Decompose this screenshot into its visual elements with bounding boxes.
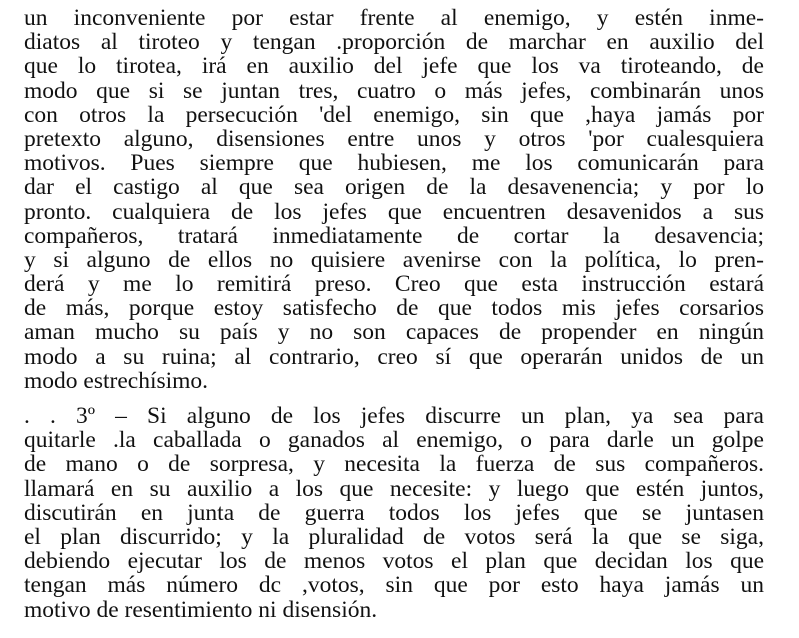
text-line: aman mucho su país y no son capaces de propender en ningún: [24, 319, 764, 346]
text-line: llamará en su auxilio a los que necesite: y luego que estén juntos,: [24, 475, 764, 502]
text-line: diatos al tiroteo y tengan .proporción de marchar en auxilio del: [24, 29, 764, 56]
paragraph-2: [24, 404, 764, 622]
text-line: con otros la persecución 'del enemigo, sin que ,haya jamás por: [24, 101, 764, 128]
text-line: un inconveniente por estar frente al enemigo, y estén inme-: [24, 5, 764, 31]
text-line: de más, porque estoy satisfecho de que todos mis jefes corsarios: [24, 295, 764, 322]
text-line: que lo tirotea, irá en auxilio del jefe que los va tiroteando, de: [24, 53, 764, 80]
text-line: discutirán en junta de guerra todos los jefes que se juntasen: [24, 499, 764, 526]
text-line: . . 3º – Si alguno de los jefes discurre un plan, ya sea para: [24, 403, 764, 429]
text-line: compañeros, tratará inmediatamente de cortar la desavencia;: [24, 222, 764, 249]
text-line: y si alguno de ellos no quisiere avenirse con la política, lo pren-: [24, 246, 764, 273]
text-line: quitarle .la caballada o ganados al enemigo, o para darle un golpe: [24, 427, 764, 454]
text-line: modo que si se juntan tres, cuatro o más jefes, combinarán unos: [24, 77, 764, 104]
text-line: pretexto alguno, disensiones entre unos y otros 'por cualesquiera: [24, 125, 764, 152]
text-line: dar el castigo al que sea origen de la desavenencia; y por lo: [24, 174, 764, 201]
text-line: derá y me lo remitirá preso. Creo que esta instrucción estará: [24, 271, 764, 298]
text-line: tengan más número dc ,votos, sin que por esto haya jamás un: [24, 572, 764, 599]
text-line: modo a su ruina; al contrario, creo sí que operarán unidos de un: [24, 343, 764, 370]
text-line: de mano o de sorpresa, y necesita la fuerza de sus compañeros.: [24, 451, 764, 478]
text-line: pronto. cualquiera de los jefes que encuentren desavenidos a sus: [24, 198, 764, 225]
text-line: motivo de resentimiento ni disensión.: [24, 596, 378, 623]
text-line: motivos. Pues siempre que hubiesen, me los comunicarán para: [24, 150, 764, 177]
paragraph-1: [24, 6, 764, 393]
text-line: el plan discurrido; y la pluralidad de votos será la que se siga,: [24, 523, 764, 550]
text-line: modo estrechísimo.: [24, 367, 209, 394]
document-page: [24, 6, 764, 622]
text-line: debiendo ejecutar los de menos votos el plan que decidan los que: [24, 548, 764, 575]
